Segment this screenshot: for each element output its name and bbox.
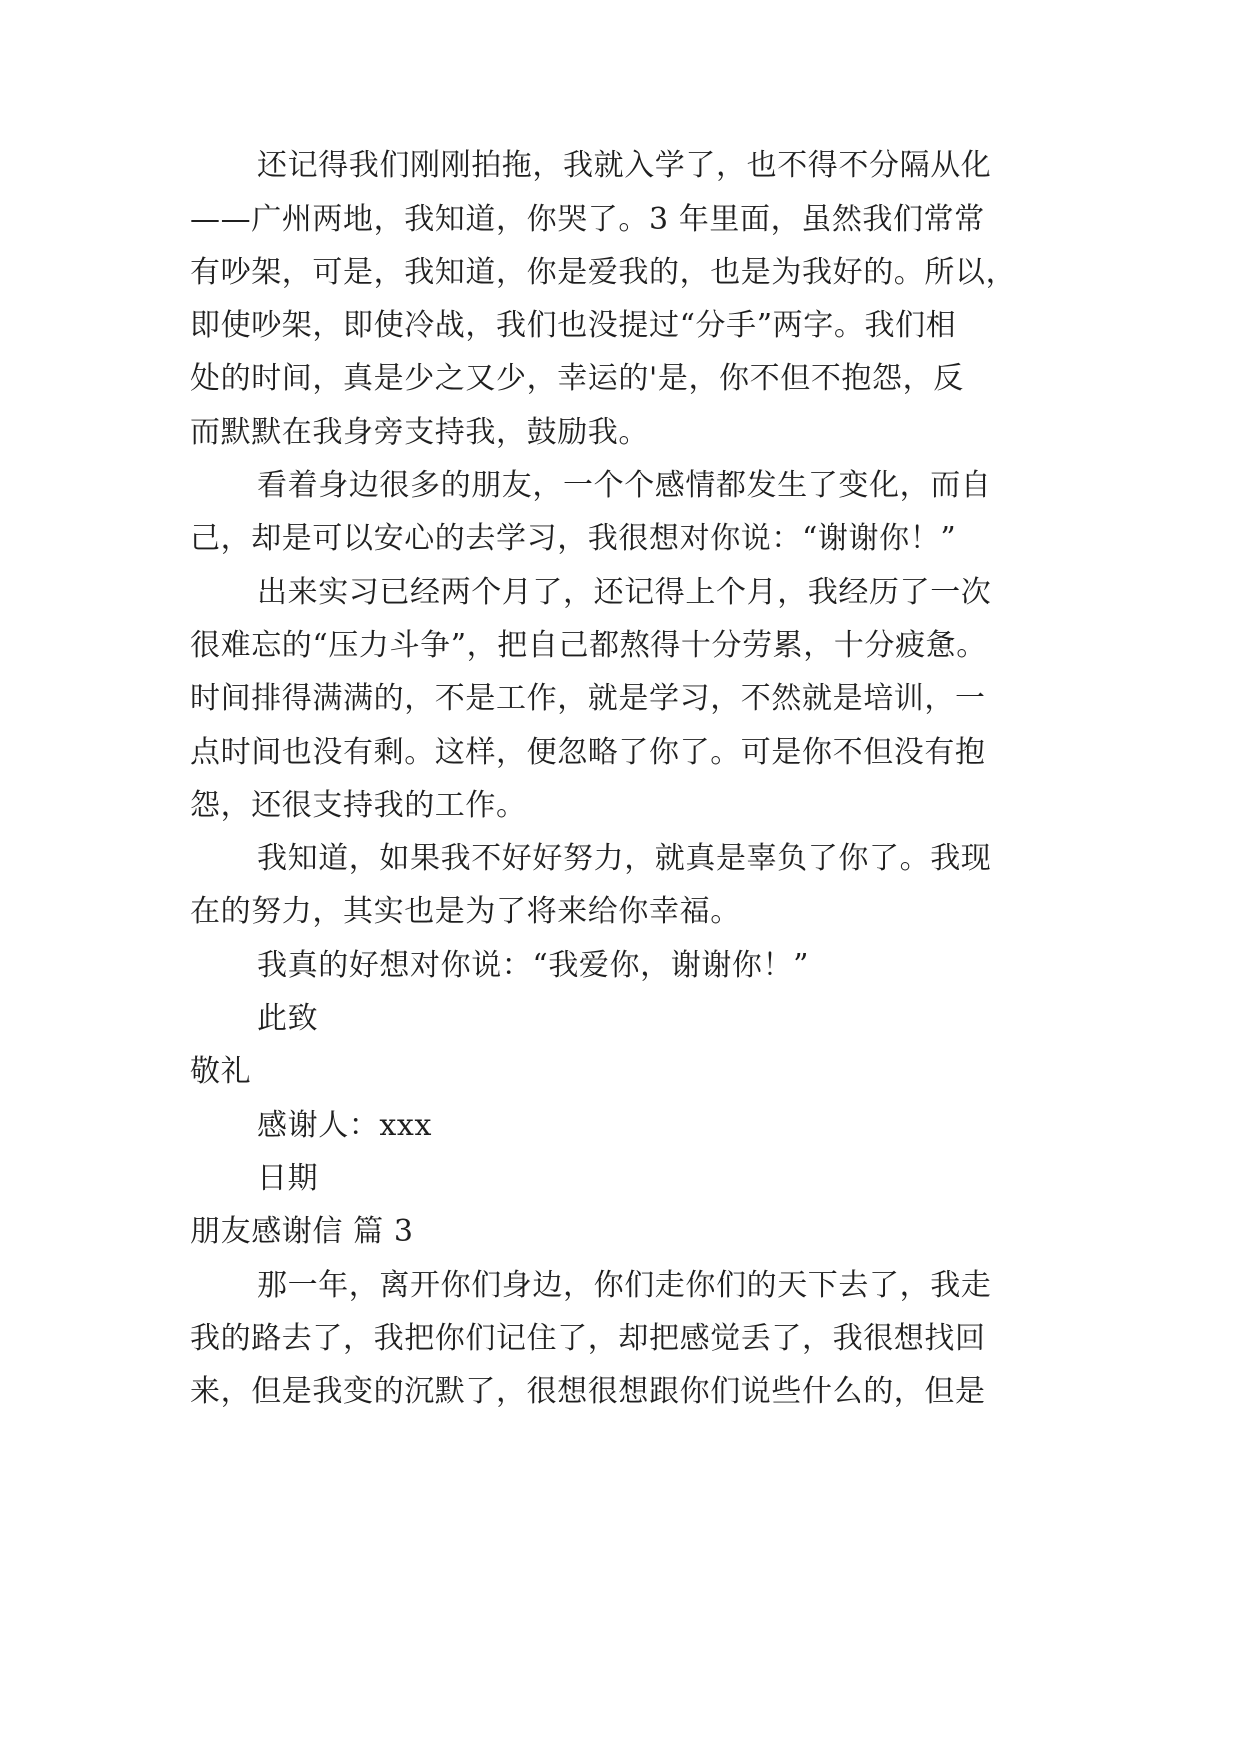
- text-line: 来，但是我变的沉默了，很想很想跟你们说些什么的，但是: [190, 1374, 986, 1409]
- text-line: 出来实习已经两个月了，还记得上个月，我经历了一次: [257, 575, 992, 610]
- text-line: 即使吵架，即使冷战，我们也没提过“分手”两字。我们相: [190, 308, 957, 343]
- text-line: 有吵架，可是，我知道，你是爱我的，也是为我好的。所以，: [190, 255, 1017, 290]
- text-line: ——广州两地，我知道，你哭了。3 年里面，虽然我们常常: [190, 202, 985, 237]
- signature: 感谢人：xxx: [257, 1108, 432, 1143]
- text-line: 看着身边很多的朋友，一个个感情都发生了变化，而自: [257, 468, 992, 503]
- text-line: 在的努力，其实也是为了将来给你幸福。: [190, 894, 741, 929]
- text-line: 我真的好想对你说：“我爱你，谢谢你！”: [257, 948, 810, 983]
- text-line: 那一年，离开你们身边，你们走你们的天下去了，我走: [257, 1268, 992, 1303]
- date: 日期: [257, 1161, 319, 1196]
- text-line: 处的时间，真是少之又少，幸运的'是，你不但不抱怨，反: [190, 361, 964, 396]
- text-line: 很难忘的“压力斗争”，把自己都熬得十分劳累，十分疲惫。: [190, 628, 987, 663]
- text-line: 而默默在我身旁支持我，鼓励我。: [190, 415, 649, 450]
- text-line: 己，却是可以安心的去学习，我很想对你说：“谢谢你！”: [190, 521, 957, 556]
- text-line: 我的路去了，我把你们记住了，却把感觉丢了，我很想找回: [190, 1321, 986, 1356]
- text-line: 我知道，如果我不好好努力，就真是辜负了你了。我现: [257, 841, 992, 876]
- closing-regards: 敬礼: [190, 1054, 252, 1089]
- section-heading: 朋友感谢信 篇 3: [190, 1214, 414, 1249]
- text-line: 点时间也没有剩。这样，便忽略了你了。可是你不但没有抱: [190, 735, 986, 770]
- text-line: 还记得我们刚刚拍拖，我就入学了，也不得不分隔从化: [257, 148, 992, 183]
- text-line: 时间排得满满的，不是工作，就是学习，不然就是培训，一: [190, 681, 986, 716]
- text-line: 怨，还很支持我的工作。: [190, 788, 527, 823]
- closing-salutation: 此致: [257, 1001, 319, 1036]
